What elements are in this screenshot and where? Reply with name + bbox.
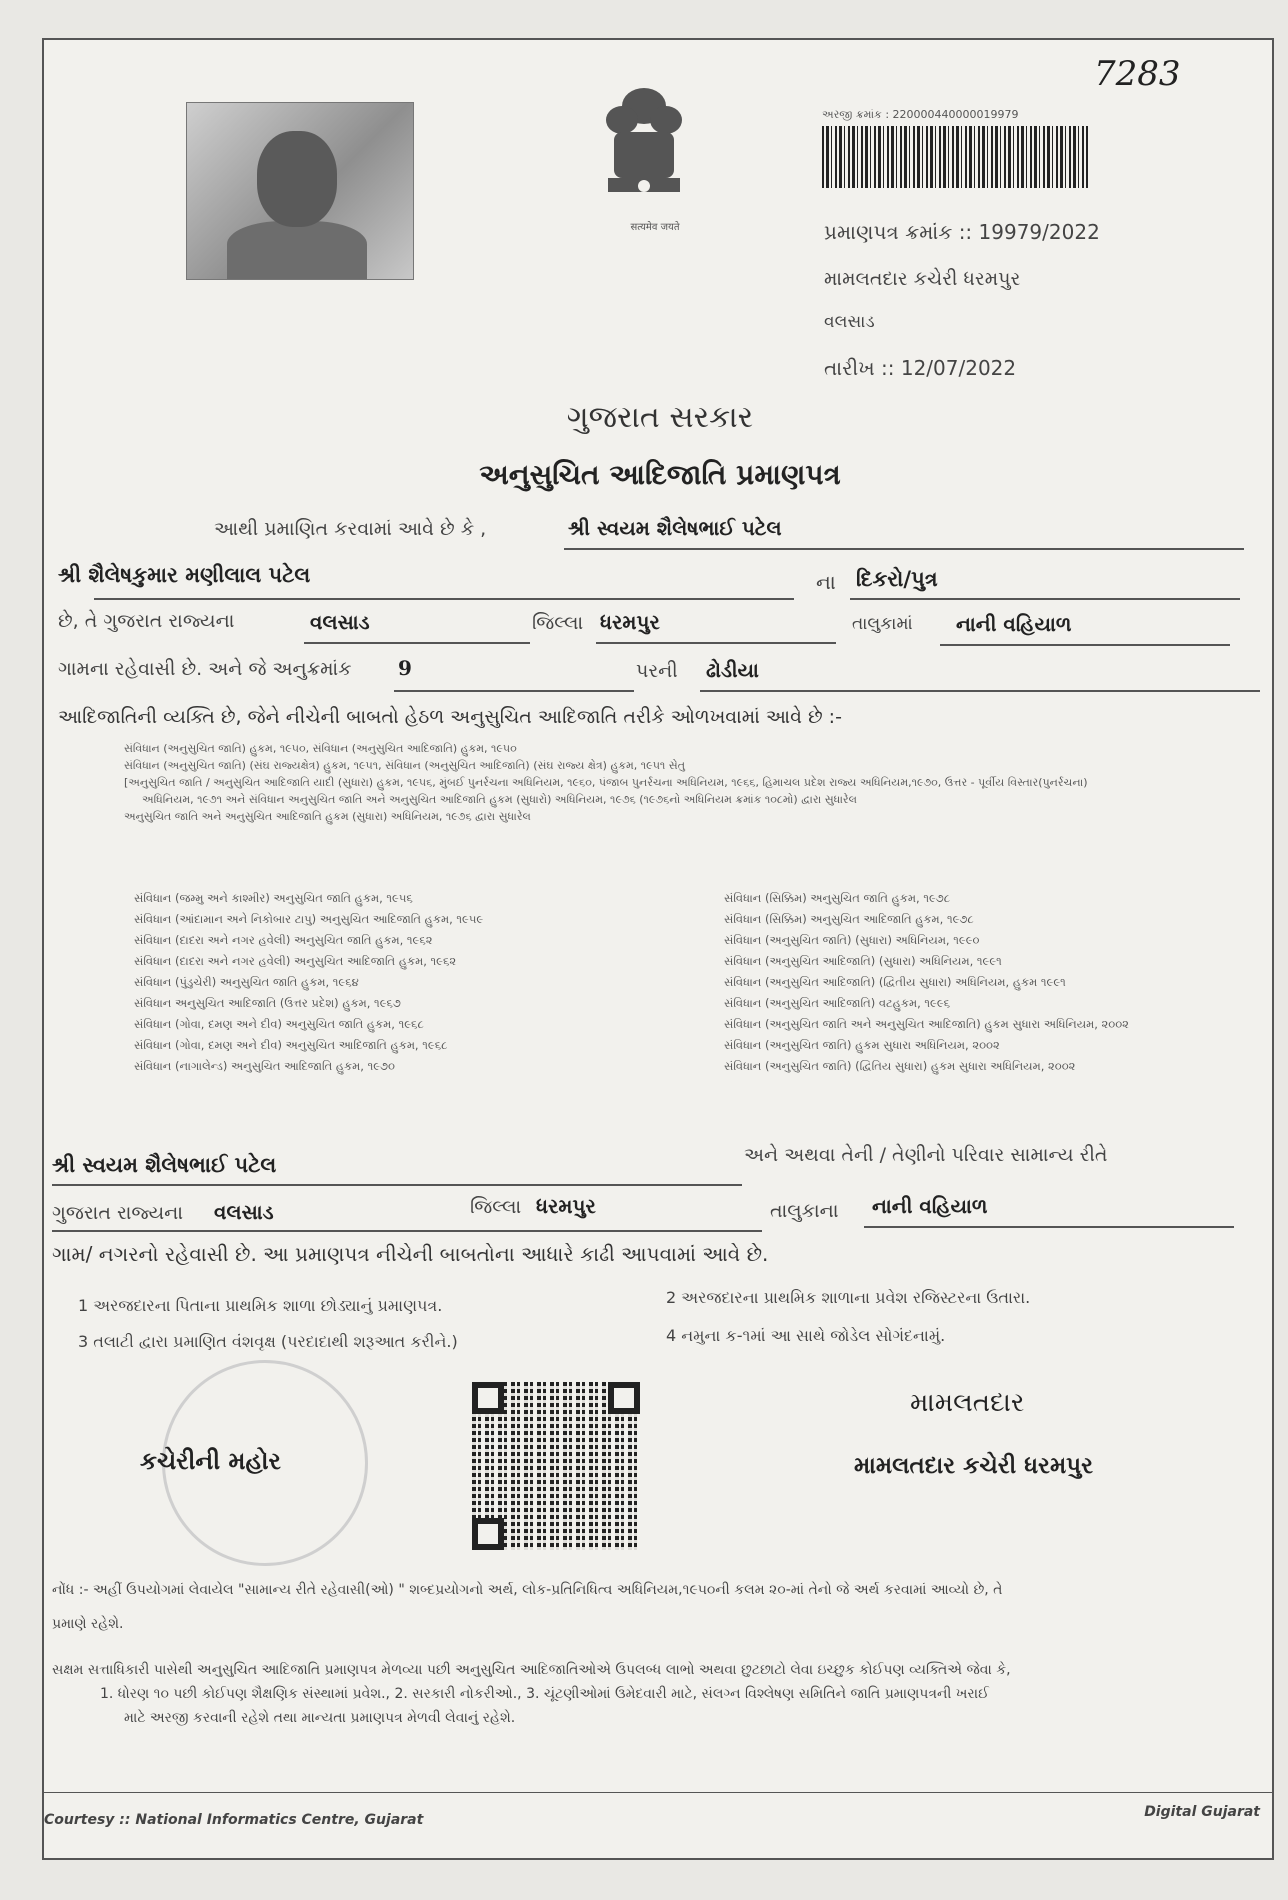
legal-note: સંવિધાન (અનુસુચિત જાતિ) હુકમ, ૧૯૫૦, સંવિધાન (અનુસુચિત આદિજાતિ) હુકમ, ૧૯૫૦ <box>124 742 517 755</box>
note-2 <box>52 1658 1262 1730</box>
legal-note: અધિનિયમ, ૧૯૭૧ અને સંવિધાન અનુસુચિત જાતિ અને અનુસુચિત આદિજાતિ હુકમ (સુધારો) અધિનિયમ, ૧૯૭૬ (૧૯૭૬નો અધિનિયમ ક્રમાંક ૧૦૮મો) દ્વારા સુધારેલ <box>142 793 857 807</box>
national-emblem-icon <box>592 80 696 230</box>
handwritten-number: 7283 <box>1094 54 1181 94</box>
basis-text: ગામ/ નગરનો રહેવાસી છે. આ પ્રમાણપત્ર નીચેની બાબતોના આધારે કાઢી આપવામાં આવે છે. <box>52 1242 769 1266</box>
jilla-value: ધરમપુર <box>600 610 660 634</box>
order-item: સંવિધાન (અનુસુચિત જાતિ અને અનુસુચિત આદિજાતિ) હુકમ સુધારા અધિનિયમ, ૨૦૦૨ <box>724 1017 1129 1031</box>
order-item: સંવિધાન (સિક્કિમ) અનુસુચિત જાતિ હુકમ, ૧૯૭૮ <box>724 891 951 905</box>
parni-label: પરની <box>636 660 678 682</box>
note-line: પ્રમાણે રહેશે. <box>52 1616 124 1632</box>
order-item: સંવિધાન (પુંડુચેરી) અનુસુચિત જાતિ હુકમ, ૧૯૬૪ <box>134 975 359 989</box>
order-item: સંવિધાન (અનુસુચિત જાતિ) (સુધારા) અધિનિયમ, ૧૯૯૦ <box>724 933 980 947</box>
village-label: ગામના રહેવાસી છે. અને જે અનુક્રમાંક <box>58 658 352 680</box>
legal-notes <box>124 740 1244 825</box>
document-item: 1 અરજદારના પિતાના પ્રાથમિક શાળા છોડ્યાનું પ્રમાણપત્ર. <box>78 1296 443 1315</box>
qr-code <box>472 1382 640 1550</box>
certificate-sheet <box>42 38 1274 1860</box>
district-name: વલસાડ <box>310 610 370 634</box>
document-item: 2 અરજદારના પ્રાથમિક શાળાના પ્રવેશ રજિસ્ટરના ઉતારા. <box>666 1288 1031 1307</box>
document-item: 4 નમુના ક-૧માં આ સાથે જોડેલ સોગંદનામું. <box>666 1326 946 1345</box>
signature: મામલતદાર <box>910 1388 1025 1418</box>
emblem-motto: सत्यमेव जयते <box>630 222 680 233</box>
seal-label: કચેરીની મહોર <box>140 1446 281 1475</box>
certify-label: આથી પ્રમાણિત કરવામાં આવે છે કે , <box>214 518 487 540</box>
order-item: સંવિધાન અનુસુચિત આદિજાતિ (ઉત્તર પ્રદેશ) હુકમ, ૧૯૬૭ <box>134 996 401 1010</box>
barcode <box>822 126 1088 188</box>
document-item: 3 તલાટી દ્વારા પ્રમાણિત વંશવૃક્ષ (પરદાદાથી શરૂઆત કરીને.) <box>78 1332 458 1351</box>
order-item: સંવિધાન (આંદામાન અને નિકોબાર ટાપુ) અનુસુચિત આદિજાતિ હુકમ, ૧૯૫૯ <box>134 912 484 926</box>
government-title: ગુજરાત સરકાર <box>566 400 754 435</box>
issue-date: તારીખ :: 12/07/2022 <box>824 356 1017 380</box>
note-line: માટે અરજી કરવાની રહેશે તથા માન્યતા પ્રમાણપત્ર મેળવી લેવાનું રહેશે. <box>124 1710 516 1726</box>
orders-list-right <box>724 888 1264 1077</box>
identification-text: આદિજાતિની વ્યક્તિ છે, જેને નીચેની બાબતો હેઠળ અનુસુચિત આદિજાતિ તરીકે ઓળખવામાં આવે છે :- <box>58 706 842 728</box>
jilla-label-repeat: જિલ્લા <box>470 1196 522 1218</box>
orders-list-left <box>134 888 634 1077</box>
order-item: સંવિધાન (નાગાલેન્ડ) અનુસુચિત આદિજાતિ હુકમ, ૧૯૭૦ <box>134 1059 395 1073</box>
note-line: નોંધ :- અહીં ઉપયોગમાં લેવાયેલ "સામાન્ય રીતે રહેવાસી(ઓ) " શબ્દપ્રયોગનો અર્થ, લોક-પ્રતિનિધિત્વ અધિનિયમ,૧૯૫૦ની કલમ ૨૦-માં તેનો જે અર્થ કરવામાં આવ્યો છે, તે <box>52 1582 1003 1598</box>
na-label: ના <box>816 570 836 594</box>
taluka-value-repeat: નાની વહિયાળ <box>872 1194 988 1218</box>
order-item: સંવિધાન (અનુસુચિત જાતિ) હુકમ સુધારા અધિનિયમ, ૨૦૦૨ <box>724 1038 1000 1052</box>
signatory-office: મામલતદાર કચેરી ધરમપુર <box>854 1452 1093 1479</box>
district-name-repeat: વલસાડ <box>214 1200 274 1224</box>
issuing-office: મામલતદાર કચેરી ધરમપુર <box>824 268 1021 290</box>
state-label: છે, તે ગુજરાત રાજ્યના <box>58 610 235 632</box>
note-line: 1. ધોરણ ૧૦ પછી કોઈપણ શૈક્ષણિક સંસ્થામાં પ્રવેશ., 2. સરકારી નોકરીઓ., 3. ચૂંટણીઓમાં ઉમેદવારી માટે, સંલગ્ન વિશ્લેષણ સમિતિને જાતિ પ્રમાણપત્રની ખરાઈ <box>100 1686 989 1702</box>
talukana-label: તાલુકાના <box>770 1200 839 1222</box>
order-item: સંવિધાન (અનુસુચિત આદિજાતિ) વટહુકમ, ૧૯૯૬ <box>724 996 951 1010</box>
order-item: સંવિધાન (અનુસુચિત જાતિ) (દ્વિતિય સુધારા) હુકમ સુધારા અધિનિયમ, ૨૦૦૨ <box>724 1059 1076 1073</box>
applicant-name: શ્રી સ્વયમ શૈલેષભાઈ પટેલ <box>568 516 782 540</box>
order-item: સંવિધાન (સિક્કિમ) અનુસુચિત આદિજાતિ હુકમ, ૧૯૭૮ <box>724 912 974 926</box>
application-number: અરજી ક્રમાંક : 220000440000019979 <box>822 108 1019 121</box>
father-name: શ્રી શૈલેષકુમાર મણીલાલ પટેલ <box>58 562 311 587</box>
note-line: સક્ષમ સત્તાધિકારી પાસેથી અનુસુચિત આદિજાતિ પ્રમાણપત્ર મેળવ્યા પછી અનુસુચિત આદિજાતિઓએ ઉપલબ્ધ લાભો અથવા છુટછાટો લેવા ઇચ્છુક કોઈપણ વ્યક્તિએ જેવા કે, <box>52 1662 1011 1678</box>
family-text: અને અથવા તેની / તેણીનો પરિવાર સામાન્ય રીતે <box>744 1144 1108 1166</box>
legal-note: સંવિધાન (અનુસુચિત જાતિ) (સંઘ રાજ્યક્ષેત્ર) હુકમ, ૧૯૫૧, સંવિધાન (અનુસુચિત આદિજાતિ) (સંઘ રાજ્ય ક્ષેત્ર) હુકમ, ૧૯૫૧ સેતુ <box>124 759 686 773</box>
gujarat-state-label: ગુજરાત રાજ્યના <box>52 1202 183 1224</box>
jilla-value-repeat: ધરમપુર <box>536 1194 596 1218</box>
certificate-number: પ્રમાણપત્ર ક્રમાંક :: 19979/2022 <box>824 220 1100 244</box>
taluka-label: તાલુકામાં <box>852 614 913 634</box>
order-item: સંવિધાન (ગોવા, દમણ અને દીવ) અનુસુચિત આદિજાતિ હુકમ, ૧૯૬૮ <box>134 1038 448 1052</box>
order-item: સંવિધાન (ગોવા, દમણ અને દીવ) અનુસુચિત જાતિ હુકમ, ૧૯૬૮ <box>134 1017 424 1031</box>
order-item: સંવિધાન (દાદરા અને નગર હવેલી) અનુસુચિત જાતિ હુકમ, ૧૯૬૨ <box>134 933 433 947</box>
applicant-photo <box>186 102 414 280</box>
tribe-name: ઢોડીયા <box>706 658 759 682</box>
order-item: સંવિધાન (અનુસુચિત આદિજાતિ) (દ્વિતીય સુધારા) અધિનિયમ, હુકમ ૧૯૯૧ <box>724 975 1066 989</box>
footer-courtesy: Courtesy :: National Informatics Centre, Gujarat <box>44 1812 424 1828</box>
serial-number: 9 <box>398 656 412 680</box>
footer-digital-gujarat: Digital Gujarat <box>1144 1804 1260 1820</box>
relation: દિકરો/પુત્ર <box>856 566 938 591</box>
legal-note: [અનુસુચિત જાતિ / અનુસુચિત આદિજાતિ યાદી (સુધારા) હુકમ, ૧૯૫૬, મુંબઈ પુનર્રચના અધિનિયમ, ૧૯૬૦, પંજાબ પુનર્રચના અધિનિયમ, ૧૯૬૬, હિમાચલ પ્રદેશ રાજ્ય અધિનિયમ,૧૯૭૦, ઉત્તર - પૂર્વીય વિસ્તાર(પુનર્રચના) <box>124 776 1088 790</box>
order-item: સંવિધાન (જમ્મુ અને કાશ્મીર) અનુસુચિત જાતિ હુકમ, ૧૯૫૬ <box>134 891 413 905</box>
note-1 <box>52 1580 1262 1634</box>
certificate-title: અનુસુચિત આદિજાતિ પ્રમાણપત્ર <box>479 458 841 491</box>
jilla-label: જિલ્લા <box>532 612 584 634</box>
issuing-district: વલસાડ <box>824 312 875 332</box>
taluka-value: નાની વહિયાળ <box>956 612 1072 636</box>
order-item: સંવિધાન (દાદરા અને નગર હવેલી) અનુસુચિત આદિજાતિ હુકમ, ૧૯૬૨ <box>134 954 457 968</box>
applicant-name-repeat: શ્રી સ્વયમ શૈલેષભાઈ પટેલ <box>52 1152 277 1177</box>
order-item: સંવિધાન (અનુસુચિત આદિજાતિ) (સુધારા) અધિનિયમ, ૧૯૯૧ <box>724 954 1002 968</box>
legal-note: અનુસુચિત જાતિ અને અનુસુચિત આદિજાતિ હુકમ (સુધારા) અધિનિયમ, ૧૯૭૬ દ્વારા સુધારેલ <box>124 810 531 824</box>
